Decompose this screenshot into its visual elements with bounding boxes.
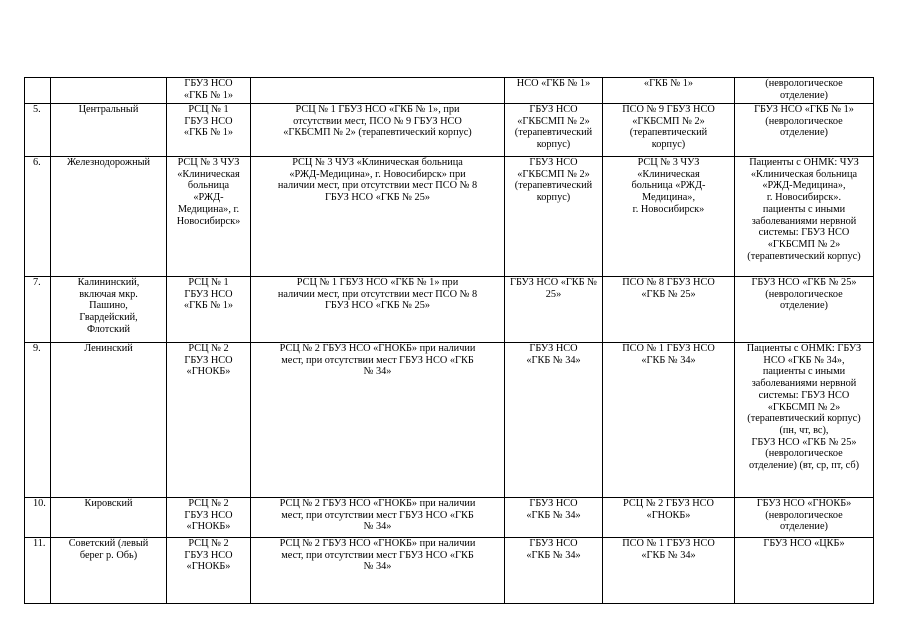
neurology-department-cell [735, 343, 874, 498]
table-row [25, 343, 874, 498]
cell-text-line: ГБУЗ НСО «ГКБ № 25» [324, 300, 430, 312]
pso-institution-cell [505, 538, 603, 604]
rsc-cell [167, 78, 251, 104]
row-number-cell: 5. [25, 104, 51, 157]
row-number-cell: 9. [25, 343, 51, 498]
cell-text-line: системы: ГБУЗ НСО [758, 227, 850, 239]
neurology-department-cell [735, 78, 874, 104]
rsc-cell [167, 498, 251, 538]
table-row [25, 277, 874, 343]
cell-text-line: «ГКБСМП № 2» (терапевтический корпус) [283, 127, 472, 139]
cell-text-line: «РЖД-Медицина», г. Новосибирск» при [289, 168, 466, 180]
cell-text-line: ГБУЗ НСО «ЦКБ» [763, 538, 845, 549]
district-cell [51, 104, 167, 157]
cell-text-line: г. Новосибирск». [766, 192, 842, 204]
cell-text-line: РСЦ № 3 ЧУЗ [637, 157, 700, 168]
cell-text-line: отделение) [780, 127, 828, 139]
cell-text-line: «ГКБСМП № 2» [517, 115, 590, 127]
cell-text-line: Новосибирск» [176, 215, 241, 227]
cell-text-line: ПСО № 8 ГБУЗ НСО [622, 277, 715, 288]
cell-text-line: мест, при отсутствии мест ГБУЗ НСО «ГКБ [281, 549, 474, 561]
neurology-department-cell [735, 277, 874, 343]
cell-text-line: РСЦ № 2 ГБУЗ НСО «ГНОКБ» при наличии [279, 343, 476, 354]
cell-text-line: «ГКБСМП № 2» [632, 115, 705, 127]
cell-text-line: «ГКБ № 1» [183, 300, 234, 312]
pso-institution-cell [505, 498, 603, 538]
rsc-cell [167, 157, 251, 277]
cell-text-line: РСЦ № 1 [188, 277, 229, 288]
cell-text-line: ГБУЗ НСО [184, 78, 233, 89]
cell-text-line: «ГКБСМП № 2» [767, 238, 841, 250]
cell-text-line: № 34» [363, 521, 392, 533]
cell-text-line: (неврологическое [765, 288, 843, 300]
cell-text-line: Пациенты с ОНМК: ЧУЗ [749, 157, 859, 168]
pso-cell [603, 343, 735, 498]
row-number-cell [25, 78, 51, 104]
cell-text-line: РСЦ № 2 ГБУЗ НСО «ГНОКБ» при наличии [279, 498, 476, 509]
cell-text-line: (терапевтический [514, 180, 593, 192]
rsc-cell [167, 104, 251, 157]
cell-text-line: Калининский, [77, 277, 140, 288]
cell-text-line: Советский (левый [68, 538, 149, 549]
rsc-alternative-cell [251, 538, 505, 604]
cell-text-line: № 34» [363, 366, 392, 378]
cell-text-line: «Клиническая больница [750, 168, 858, 180]
cell-text-line: ГБУЗ НСО [184, 509, 233, 521]
cell-text-line: «ГКБ № 34» [526, 354, 581, 366]
cell-text-line: «ГКБСМП № 2» [767, 401, 841, 413]
cell-text-line: ГБУЗ НСО «ГКБ № [510, 277, 597, 288]
cell-text-line: ПСО № 9 ГБУЗ НСО [622, 104, 715, 115]
table-body [25, 78, 874, 604]
row-number-cell: 7. [25, 277, 51, 343]
neurology-department-cell [735, 498, 874, 538]
cell-text-line: ГБУЗ НСО [184, 549, 233, 561]
cell-text-line: корпус) [651, 139, 686, 151]
cell-text-line: «ГКБ № 1» [183, 89, 234, 101]
cell-text-line: пациенты с иными [762, 203, 846, 215]
cell-text-line: «ГНОКБ» [646, 509, 691, 521]
cell-text-line: Флотский [87, 323, 130, 335]
cell-text-line: РСЦ № 1 ГБУЗ НСО «ГКБ № 1», при [295, 104, 460, 115]
cell-text-line: «Клиническая [177, 168, 240, 180]
cell-text-line: системы: ГБУЗ НСО [758, 389, 850, 401]
row-number-cell: 6. [25, 157, 51, 277]
rsc-cell [167, 277, 251, 343]
neurology-department-cell [735, 104, 874, 157]
routing-table [24, 77, 874, 604]
rsc-cell [167, 538, 251, 604]
cell-text-line: ГБУЗ НСО [529, 104, 578, 115]
district-cell [51, 538, 167, 604]
rsc-alternative-cell [251, 104, 505, 157]
pso-institution-cell [505, 343, 603, 498]
cell-text-line: «ГНОКБ» [186, 521, 231, 533]
cell-text-line: Пашино, [89, 300, 128, 312]
cell-text-line: (неврологическое [765, 509, 843, 521]
cell-text-line: ГБУЗ НСО [184, 115, 233, 127]
cell-text-line: ПСО № 1 ГБУЗ НСО [622, 538, 715, 549]
cell-text-line: отделение) [780, 521, 828, 533]
rsc-alternative-cell [251, 343, 505, 498]
cell-text-line: отделение) [780, 300, 828, 312]
rsc-alternative-cell [251, 78, 505, 104]
cell-text-line: «ГКБ № 25» [641, 288, 696, 300]
cell-text-line: ГБУЗ НСО «ГНОКБ» [756, 498, 852, 509]
pso-cell [603, 277, 735, 343]
table-row [25, 78, 874, 104]
district-cell [51, 277, 167, 343]
row-number-cell: 11. [25, 538, 51, 604]
cell-text-line: РСЦ № 2 ГБУЗ НСО [623, 498, 714, 509]
row-number-cell: 10. [25, 498, 51, 538]
rsc-cell [167, 343, 251, 498]
cell-text-line: (терапевтический [514, 127, 593, 139]
cell-text-line: Медицина», г. [177, 203, 240, 215]
cell-text-line: (терапевтический корпус) [747, 413, 861, 425]
cell-text-line: «ГКБСМП № 2» [517, 168, 590, 180]
pso-cell [603, 104, 735, 157]
cell-text-line: «ГНОКБ» [186, 366, 231, 378]
cell-text-line: г. Новосибирск» [632, 203, 705, 215]
cell-text-line: мест, при отсутствии мест ГБУЗ НСО «ГКБ [281, 509, 474, 521]
table-row [25, 538, 874, 604]
rsc-alternative-cell [251, 277, 505, 343]
pso-institution-cell [505, 78, 603, 104]
cell-text-line: ГБУЗ НСО [184, 288, 233, 300]
cell-text-line: (терапевтический корпус) [747, 250, 861, 262]
cell-text-line: РСЦ № 2 [188, 343, 229, 354]
cell-text-line: (неврологическое [765, 448, 843, 460]
pso-institution-cell [505, 277, 603, 343]
cell-text-line: «ГНОКБ» [186, 561, 231, 573]
cell-text-line: отсутствии мест, ПСО № 9 ГБУЗ НСО [293, 115, 462, 127]
cell-text-line: корпус) [536, 192, 571, 204]
pso-cell [603, 498, 735, 538]
cell-text-line: заболеваниями нервной [751, 215, 857, 227]
cell-text-line: РСЦ № 1 ГБУЗ НСО «ГКБ № 1» при [296, 277, 459, 288]
cell-text-line: корпус) [536, 139, 571, 151]
cell-text-line: больница «РЖД- [631, 180, 706, 192]
pso-institution-cell [505, 104, 603, 157]
cell-text-line: (неврологическое [765, 78, 843, 89]
cell-text-line: (пн, чт, вс), [779, 424, 829, 436]
cell-text-line: отделение) (вт, ср, пт, сб) [748, 460, 859, 472]
cell-text-line: РСЦ № 3 ЧУЗ «Клиническая больница [292, 157, 463, 168]
cell-text-line: (неврологическое [765, 115, 843, 127]
cell-text-line: «РЖД-Медицина», [762, 180, 846, 192]
cell-text-line: отделение) [780, 89, 828, 101]
cell-text-line: РСЦ № 2 ГБУЗ НСО «ГНОКБ» при наличии [279, 538, 476, 549]
cell-text-line: Центральный [78, 104, 139, 115]
cell-text-line: «РЖД- [193, 192, 224, 204]
table-row [25, 104, 874, 157]
cell-text-line: Кировский [84, 498, 133, 509]
cell-text-line: ГБУЗ НСО «ГКБ № 25» [324, 192, 430, 204]
pso-institution-cell [505, 157, 603, 277]
pso-cell [603, 157, 735, 277]
rsc-alternative-cell [251, 157, 505, 277]
cell-text-line: ГБУЗ НСО «ГКБ № 25» [751, 277, 857, 288]
cell-text-line: Ленинский [84, 343, 133, 354]
cell-text-line: «ГКБ № 34» [641, 354, 696, 366]
cell-text-line: «ГКБ № 1» [183, 127, 234, 139]
neurology-department-cell [735, 538, 874, 604]
pso-cell [603, 538, 735, 604]
cell-text-line: № 34» [363, 561, 392, 573]
cell-text-line: Железнодорожный [66, 157, 151, 168]
cell-text-line: РСЦ № 2 [188, 538, 229, 549]
cell-text-line: наличии мест, при отсутствии мест ПСО № 8 [277, 288, 478, 300]
cell-text-line: ГБУЗ НСО «ГКБ № 25» [751, 436, 857, 448]
cell-text-line: ГБУЗ НСО [529, 343, 578, 354]
cell-text-line: Гвардейский, [79, 312, 138, 324]
neurology-department-cell [735, 157, 874, 277]
cell-text-line: пациенты с иными [762, 366, 846, 378]
cell-text-line: РСЦ № 2 [188, 498, 229, 509]
district-cell [51, 498, 167, 538]
cell-text-line: ГБУЗ НСО [529, 498, 578, 509]
cell-text-line: заболеваниями нервной [751, 378, 857, 390]
pso-cell [603, 78, 735, 104]
table-row [25, 157, 874, 277]
table-row [25, 498, 874, 538]
cell-text-line: ГБУЗ НСО [184, 354, 233, 366]
cell-text-line: «ГКБ № 34» [641, 549, 696, 561]
district-cell [51, 157, 167, 277]
cell-text-line: РСЦ № 3 ЧУЗ [177, 157, 240, 168]
cell-text-line: мест, при отсутствии мест ГБУЗ НСО «ГКБ [281, 354, 474, 366]
cell-text-line: 25» [545, 288, 562, 300]
cell-text-line: больница [187, 180, 230, 192]
cell-text-line: ГБУЗ НСО [529, 157, 578, 168]
cell-text-line: «ГКБ № 1» [643, 78, 694, 89]
district-cell [51, 343, 167, 498]
cell-text-line: РСЦ № 1 [188, 104, 229, 115]
cell-text-line: ГБУЗ НСО «ГКБ № 1» [754, 104, 854, 115]
cell-text-line: ПСО № 1 ГБУЗ НСО [622, 343, 715, 354]
cell-text-line: берег р. Обь) [79, 549, 138, 561]
rsc-alternative-cell [251, 498, 505, 538]
cell-text-line: «Клиническая [637, 168, 700, 180]
district-cell [51, 78, 167, 104]
cell-text-line: «ГКБ № 34» [526, 509, 581, 521]
cell-text-line: наличии мест, при отсутствии мест ПСО № 8 [277, 180, 478, 192]
cell-text-line: (терапевтический [629, 127, 708, 139]
cell-text-line: НСО «ГКБ № 34», [763, 354, 845, 366]
cell-text-line: «ГКБ № 34» [526, 549, 581, 561]
cell-text-line: ГБУЗ НСО [529, 538, 578, 549]
cell-text-line: включая мкр. [79, 288, 138, 300]
cell-text-line: НСО «ГКБ № 1» [516, 78, 591, 89]
cell-text-line: Пациенты с ОНМК: ГБУЗ [746, 343, 862, 354]
cell-text-line: Медицина», [641, 192, 696, 204]
